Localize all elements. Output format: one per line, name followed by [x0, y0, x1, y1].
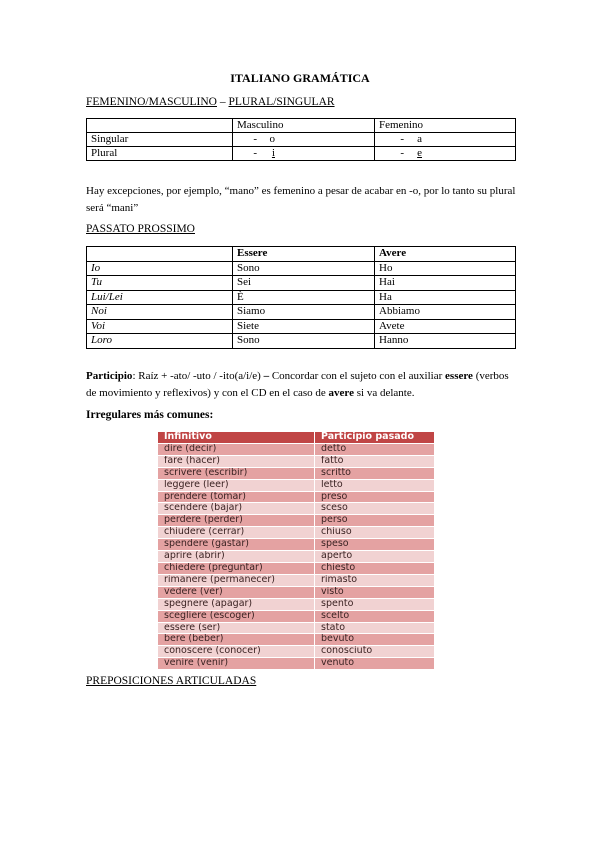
table-header-row [87, 247, 516, 262]
infinitive-cell: chiudere (cerrar) [158, 527, 315, 539]
table-row [87, 276, 516, 291]
essere-cell: Sei [233, 276, 375, 291]
table-row [158, 610, 434, 622]
infinitive-cell: rimanere (permanecer) [158, 574, 315, 586]
heading-separator: – [216, 96, 229, 108]
header-cell [87, 247, 233, 262]
irregular-header-row [158, 432, 434, 443]
table-row [87, 319, 516, 334]
avere-cell: Hai [375, 276, 516, 291]
participle-cell: sceso [315, 503, 435, 515]
infinitive-cell: venire (venir) [158, 658, 315, 670]
masculine-ending: - o [233, 133, 375, 147]
header-cell: Essere [233, 247, 375, 262]
header-cell [87, 119, 233, 133]
pronoun-cell: Voi [87, 319, 233, 334]
participle-cell: speso [315, 539, 435, 551]
avere-cell: Avete [375, 319, 516, 334]
table-row [158, 658, 434, 670]
pronoun-cell: Io [87, 261, 233, 276]
table-row [158, 646, 434, 658]
header-cell: Avere [375, 247, 516, 262]
infinitive-cell: conoscere (conocer) [158, 646, 315, 658]
table-row [87, 261, 516, 276]
irregulares-heading: Irregulares más comunes: [86, 409, 214, 421]
row-label: Singular [87, 133, 233, 147]
table-row [87, 133, 516, 147]
table-row [158, 539, 434, 551]
table-row [158, 527, 434, 539]
irregular-participles-table [158, 432, 434, 670]
passato-table [86, 246, 516, 349]
table-row [158, 443, 434, 455]
infinitive-cell: chiedere (preguntar) [158, 562, 315, 574]
avere-cell: Ha [375, 290, 516, 305]
feminine-ending: - e [375, 147, 516, 161]
pronoun-cell: Lui/Lei [87, 290, 233, 305]
participle-cell: fatto [315, 455, 435, 467]
participio-rule [86, 368, 516, 402]
participle-cell: conosciuto [315, 646, 435, 658]
participio-dash: – [263, 370, 270, 382]
participio-text: (verbos de movimiento y reflexivos) y con el CD en el caso de [86, 370, 509, 399]
header-cell: Femenino [375, 119, 516, 133]
table-row [87, 305, 516, 320]
table-row [158, 515, 434, 527]
essere-cell: Siete [233, 319, 375, 334]
participle-cell: stato [315, 622, 435, 634]
heading-number: PLURAL/SINGULAR [228, 96, 335, 108]
avere-cell: Hanno [375, 334, 516, 349]
infinitive-cell: vedere (ver) [158, 586, 315, 598]
participle-cell: bevuto [315, 634, 435, 646]
table-row [158, 634, 434, 646]
row-label: Plural [87, 147, 233, 161]
participle-cell: visto [315, 586, 435, 598]
infinitive-cell: perdere (perder) [158, 515, 315, 527]
table-header-row [87, 119, 516, 133]
essere-cell: Siamo [233, 305, 375, 320]
participio-text: : Raíz + -ato/ -uto / -ito(a/i/e) [132, 370, 264, 382]
participle-cell: detto [315, 443, 435, 455]
participle-cell: chiuso [315, 527, 435, 539]
preposiciones-heading: PREPOSICIONES ARTICULADAS [86, 675, 257, 687]
avere-cell: Abbiamo [375, 305, 516, 320]
table-row [158, 455, 434, 467]
header-cell: Infinitivo [158, 432, 315, 443]
participio-text: Concordar con el sujeto con el auxiliar [269, 370, 446, 382]
table-row [158, 586, 434, 598]
participle-cell: preso [315, 491, 435, 503]
table-row [158, 479, 434, 491]
infinitive-cell: leggere (leer) [158, 479, 315, 491]
table-row [87, 290, 516, 305]
heading-gender: FEMENINO/MASCULINO [86, 96, 217, 108]
participle-cell: venuto [315, 658, 435, 670]
table-row [158, 562, 434, 574]
header-cell: Participio pasado [315, 432, 435, 443]
table-row [87, 147, 516, 161]
feminine-ending: - a [375, 133, 516, 147]
exception-note: Hay excepciones, por ejemplo, “mano” es femenino a pesar de acabar en -o, por lo tanto su plural será “mani” [86, 185, 516, 214]
essere-cell: Sono [233, 261, 375, 276]
header-cell: Masculino [233, 119, 375, 133]
participle-cell: scritto [315, 467, 435, 479]
table-row [158, 551, 434, 563]
participle-cell: letto [315, 479, 435, 491]
infinitive-cell: scrivere (escribir) [158, 467, 315, 479]
infinitive-cell: scendere (bajar) [158, 503, 315, 515]
infinitive-cell: prendere (tomar) [158, 491, 315, 503]
masculine-ending: - i [233, 147, 375, 161]
participio-essere: essere [445, 370, 473, 382]
participle-cell: chiesto [315, 562, 435, 574]
infinitive-cell: spendere (gastar) [158, 539, 315, 551]
table-row [158, 503, 434, 515]
infinitive-cell: spegnere (apagar) [158, 598, 315, 610]
table-row [158, 467, 434, 479]
participio-text: si va delante. [354, 387, 415, 399]
participio-label: Participio [86, 370, 133, 382]
participle-cell: rimasto [315, 574, 435, 586]
participle-cell: spento [315, 598, 435, 610]
participio-avere: avere [328, 387, 354, 399]
avere-cell: Ho [375, 261, 516, 276]
page-title: ITALIANO GRAMÁTICA [230, 71, 370, 85]
essere-cell: È [233, 290, 375, 305]
participle-cell: perso [315, 515, 435, 527]
irregular-rows [158, 443, 434, 669]
pronoun-cell: Noi [87, 305, 233, 320]
infinitive-cell: fare (hacer) [158, 455, 315, 467]
infinitive-cell: bere (beber) [158, 634, 315, 646]
infinitive-cell: scegliere (escoger) [158, 610, 315, 622]
gender-number-heading [86, 96, 335, 108]
table-row [87, 334, 516, 349]
table-row [158, 491, 434, 503]
infinitive-cell: aprire (abrir) [158, 551, 315, 563]
pronoun-cell: Loro [87, 334, 233, 349]
infinitive-cell: dire (decir) [158, 443, 315, 455]
essere-cell: Sono [233, 334, 375, 349]
table-row [158, 574, 434, 586]
participle-cell: aperto [315, 551, 435, 563]
table-row [158, 598, 434, 610]
table-row [158, 622, 434, 634]
pronoun-cell: Tu [87, 276, 233, 291]
participle-cell: scelto [315, 610, 435, 622]
infinitive-cell: essere (ser) [158, 622, 315, 634]
gender-number-table [86, 118, 516, 161]
passato-heading: PASSATO PROSSIMO [86, 223, 195, 235]
